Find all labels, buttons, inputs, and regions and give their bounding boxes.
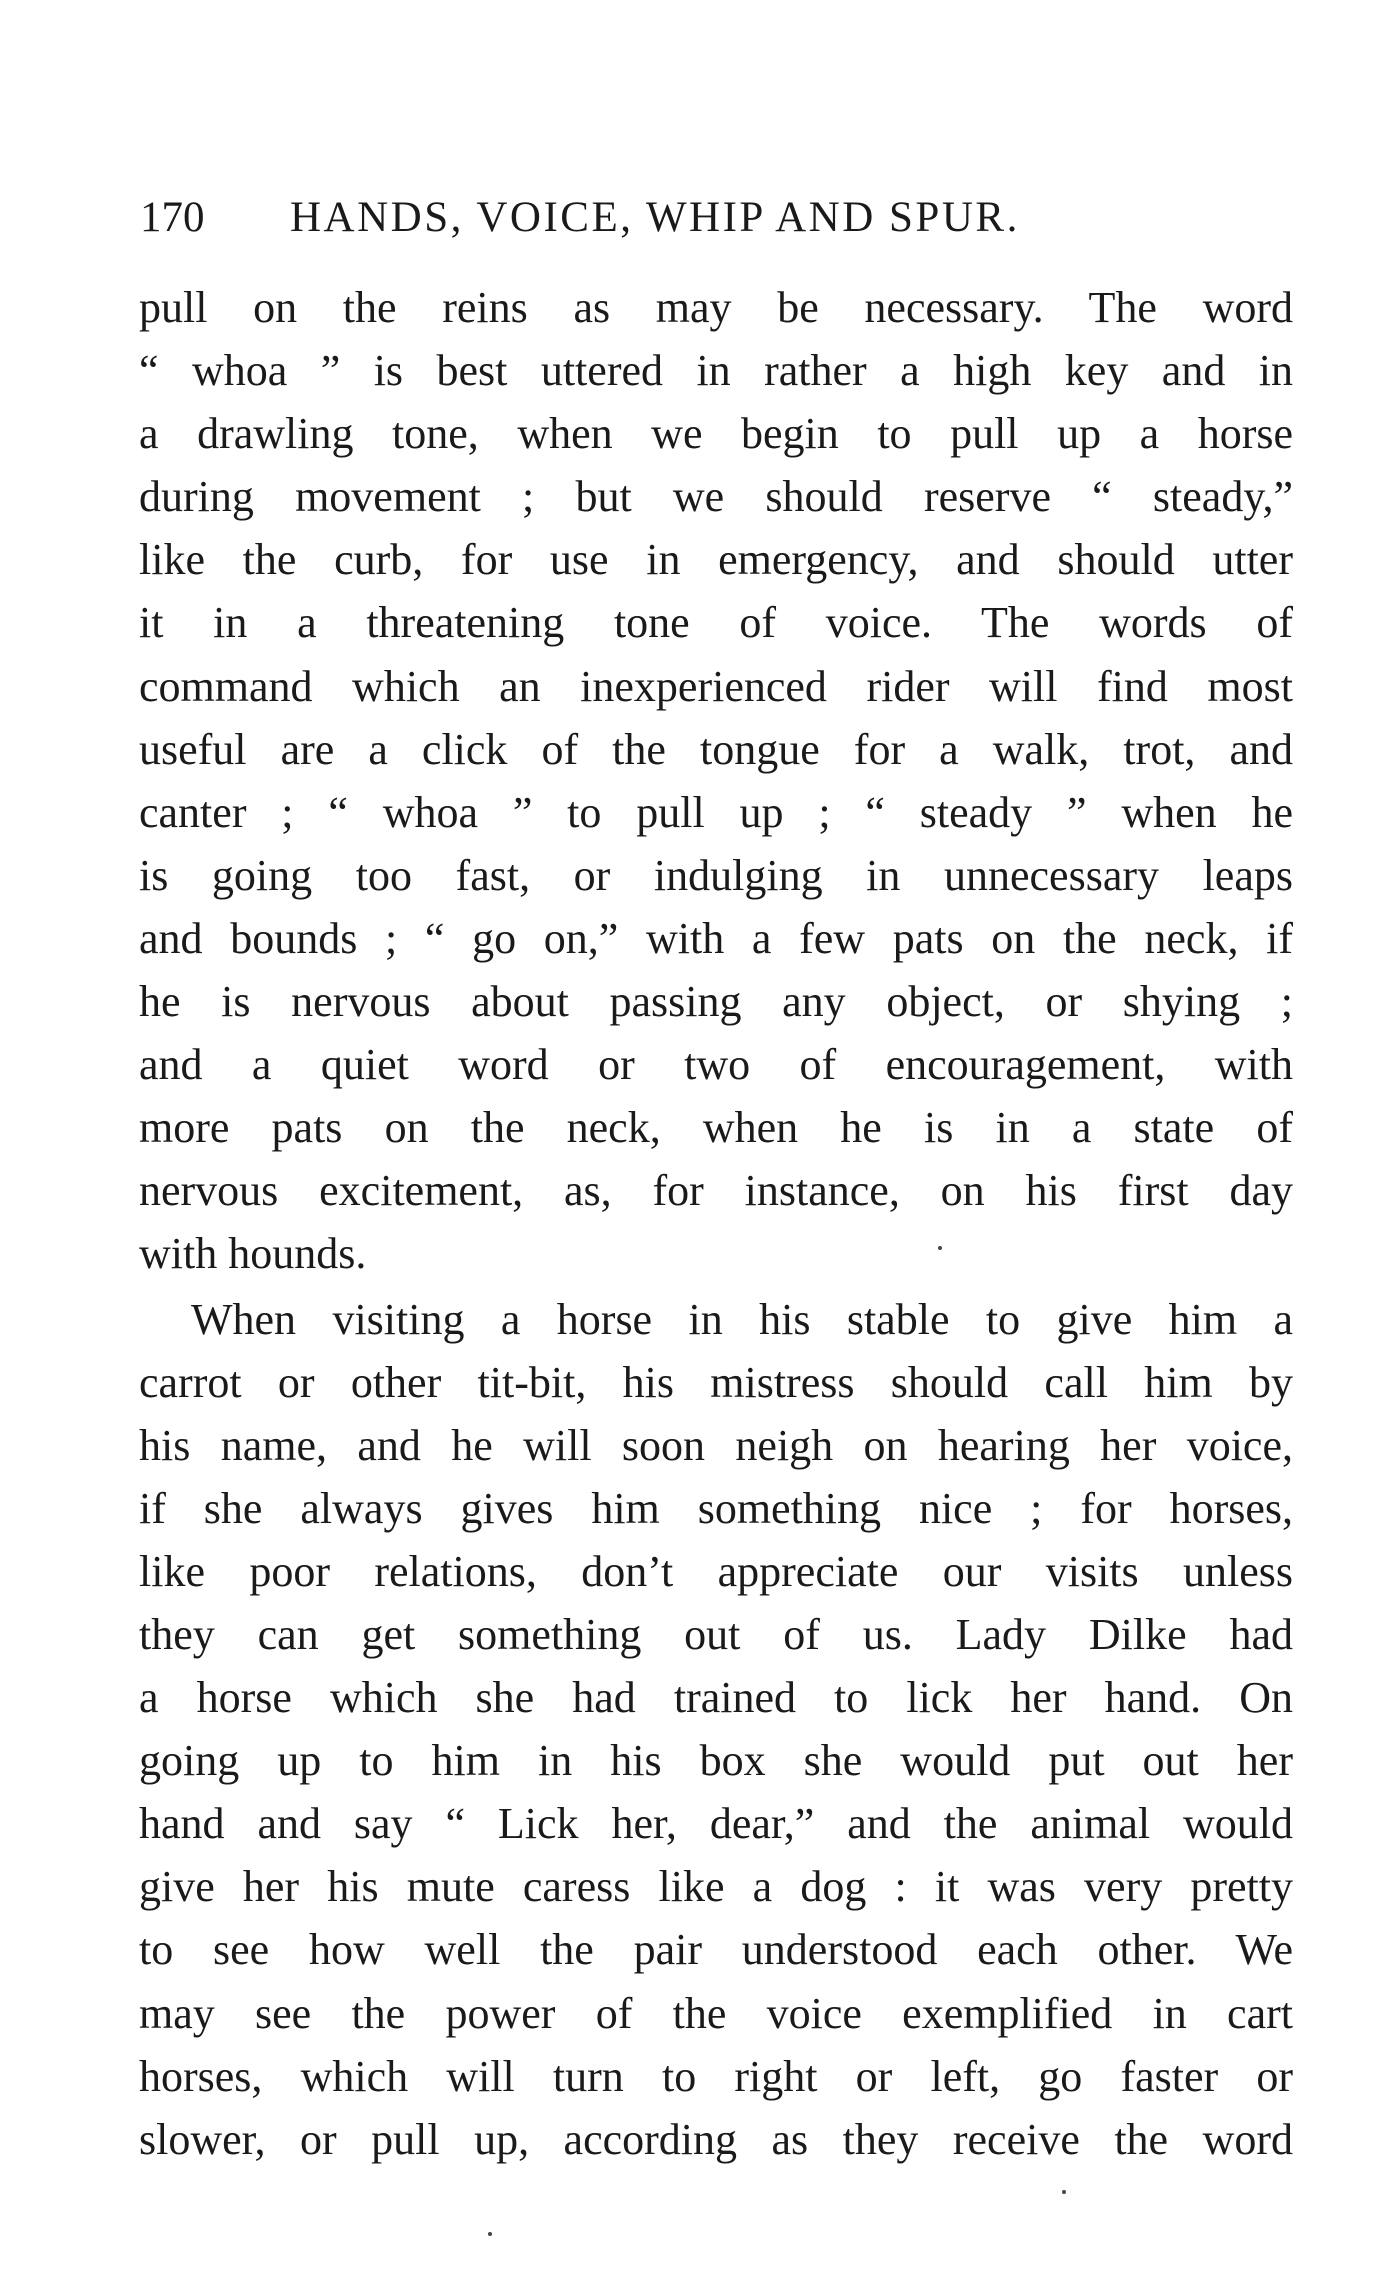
paragraph-2 (139, 1288, 1293, 2171)
text-line: a horse which she had trained to lick her hand. On (139, 1673, 1293, 1723)
text-line: during movement ; but we should reserve “ steady,” (139, 472, 1293, 522)
print-speck (1062, 2190, 1066, 2194)
text-line: it in a threatening tone of voice. The words of (139, 598, 1293, 648)
text-line: and bounds ; “ go on,” with a few pats on the neck, if (139, 913, 1293, 963)
text-line: may see the power of the voice exemplified in cart (139, 1988, 1293, 2038)
text-line: his name, and he will soon neigh on hearing her voice, (139, 1420, 1293, 1470)
page-number: 170 (140, 194, 205, 241)
text-line: like poor relations, don’t appreciate our visits unless (139, 1546, 1293, 1596)
running-title: HANDS, VOICE, WHIP AND SPUR. (290, 194, 1020, 241)
running-head (140, 188, 1300, 248)
text-line: he is nervous about passing any object, or shying ; (139, 977, 1293, 1027)
text-line: like the curb, for use in emergency, and should utter (139, 535, 1293, 585)
text-line: slower, or pull up, according as they receive the word (139, 2114, 1293, 2164)
text-line: and a quiet word or two of encouragement, with (139, 1040, 1293, 1090)
text-line: a drawling tone, when we begin to pull up a horse (139, 409, 1293, 459)
text-line: When visiting a horse in his stable to give him a (191, 1294, 1293, 1344)
text-line: “ whoa ” is best uttered in rather a high key and in (139, 346, 1293, 396)
print-speck (938, 1246, 942, 1250)
text-line: to see how well the pair understood each other. We (139, 1925, 1293, 1975)
text-line: carrot or other tit-bit, his mistress should call him by (139, 1357, 1293, 1407)
text-line: give her his mute caress like a dog : it was very pretty (139, 1862, 1293, 1912)
text-line: more pats on the neck, when he is in a state of (139, 1103, 1293, 1153)
text-line: command which an inexperienced rider will find most (139, 661, 1293, 711)
text-line: is going too fast, or indulging in unnecessary leaps (139, 850, 1293, 900)
text-line: pull on the reins as may be necessary. The word (139, 283, 1293, 332)
text-line: horses, which will turn to right or left, go faster or (139, 2051, 1293, 2101)
text-line: if she always gives him something nice ; for horses, (139, 1483, 1293, 1533)
print-speck (488, 2232, 492, 2236)
text-line: useful are a click of the tongue for a walk, trot, and (139, 724, 1293, 774)
text-line: hand and say “ Lick her, dear,” and the animal would (139, 1799, 1293, 1849)
paragraph-1 (139, 276, 1293, 1286)
text-line: they can get something out of us. Lady Dilke had (139, 1609, 1293, 1659)
text-line: going up to him in his box she would put out her (139, 1736, 1293, 1786)
text-line: with hounds. (139, 1229, 367, 1279)
text-line: canter ; “ whoa ” to pull up ; “ steady ” when he (139, 787, 1293, 837)
text-line: nervous excitement, as, for instance, on his first day (139, 1166, 1293, 1216)
body-text (139, 276, 1293, 2171)
